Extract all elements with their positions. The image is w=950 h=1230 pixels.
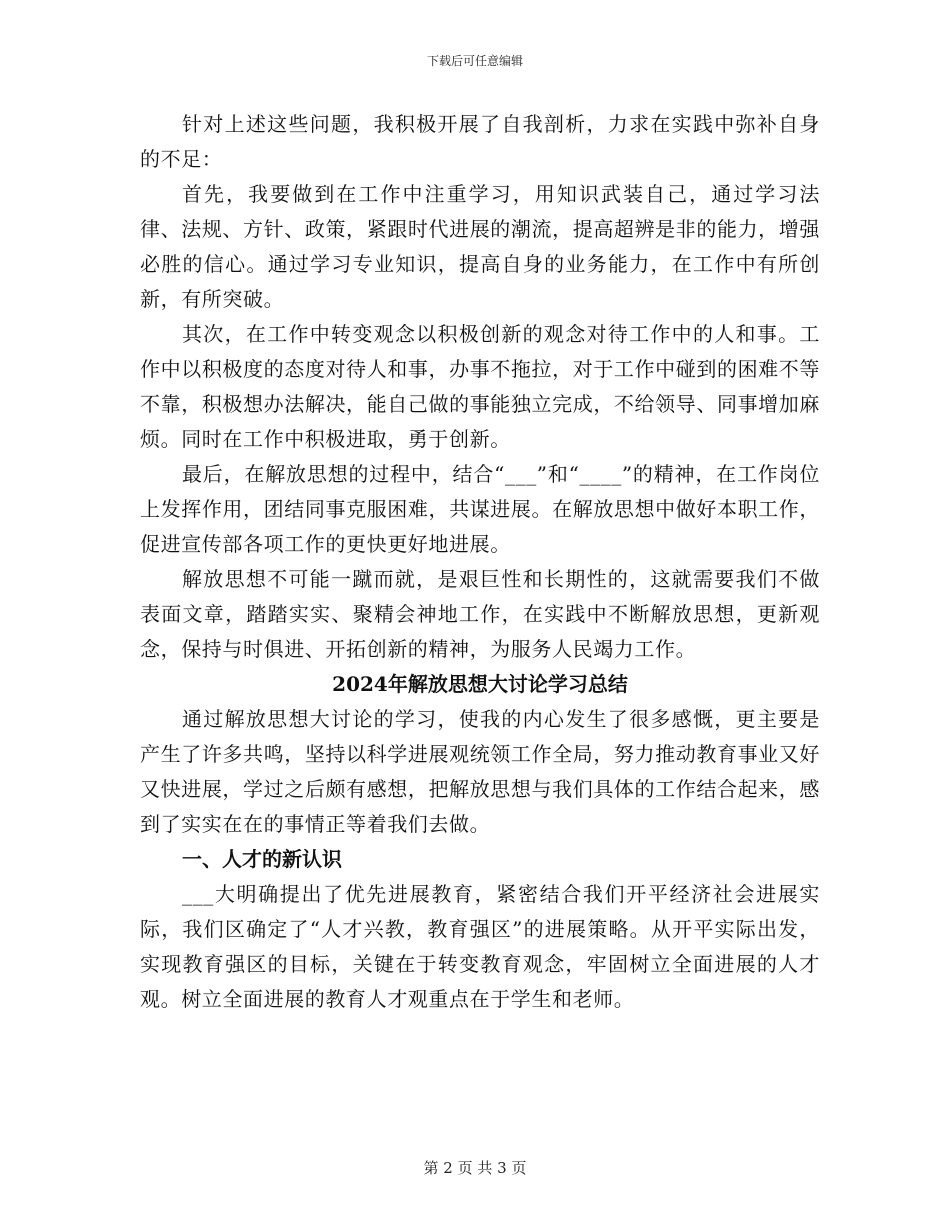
paragraph-conclusion: 解放思想不可能一蹴而就，是艰巨性和长期性的，这就需要我们不做表面文章，踏踏实实、聚精会神地工作，在实践中不断解放思想，更新观念，保持与时俱进、开拓创新的精神，为服务人民竭力工作。 <box>140 567 820 661</box>
section-body: ___大明确提出了优先进展教育，紧密结合我们开平经济社会进展实际，我们区确定了“人才兴教，教育强区”的进展策略。从开平实际出发，实现教育强区的目标，关键在于转变教育观念，牢固树立全面进展的人才观。树立全面进展的教育人才观重点在于学生和老师。 <box>140 882 820 1011</box>
section-heading: 一、人才的新认识 <box>182 847 342 871</box>
paragraph-second: 其次，在工作中转变观念以积极创新的观念对待工作中的人和事。工作中以积极度的态度对待人和事，办事不拖拉，对于工作中碰到的困难不等不靠，积极想办法解决，能自己做的事能独立完成，不给领导、同事增加麻烦。同时在工作中积极进取，勇于创新。 <box>140 322 820 451</box>
paragraph-first: 首先，我要做到在工作中注重学习，用知识武装自己，通过学习法律、法规、方针、政策，紧跟时代进展的潮流，提高超辨是非的能力，增强必胜的信心。通过学习专业知识，提高自身的业务能力，在工作中有所创新，有所突破。 <box>140 182 820 311</box>
paragraph-last: 最后，在解放思想的过程中，结合“___”和“____”的精神，在工作岗位上发挥作用，团结同事克服困难，共谋进展。在解放思想中做好本职工作，促进宣传部各项工作的更快更好地进展。 <box>140 462 820 556</box>
page-header: 下载后可任意编辑 <box>426 54 523 68</box>
paragraph-self-analysis: 针对上述这些问题，我积极开展了自我剖析，力求在实践中弥补自身的不足： <box>140 112 820 171</box>
document-body <box>140 107 820 1017</box>
paragraph-intro: 通过解放思想大讨论的学习，使我的内心发生了很多感慨，更主要是产生了许多共鸣，坚持以科学进展观统领工作全局，努力推动教育事业又好又快进展，学过之后颇有感想，把解放思想与我们具体的工作结合起来，感到了实实在在的事情正等着我们去做。 <box>140 707 820 836</box>
page-footer: 第 2 页 共 3 页 <box>423 1159 527 1177</box>
document-title: 2024年解放思想大讨论学习总结 <box>332 672 628 696</box>
